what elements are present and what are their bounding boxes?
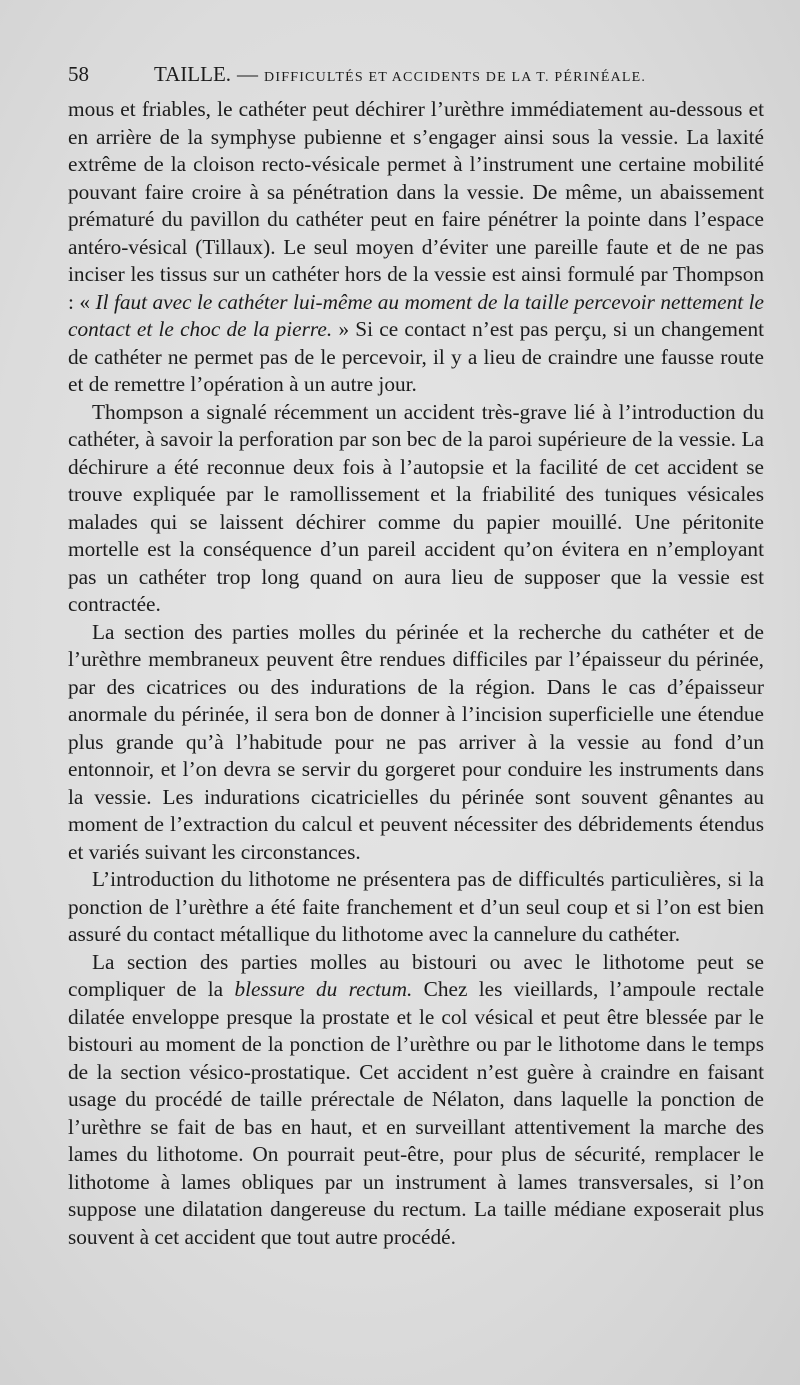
page-body: [68, 96, 764, 1251]
paragraph-2: Thompson a signalé récemment un accident très-grave lié à l’introduction du cathéter, à savoir la perforation par son bec de la paroi supérieure de la vessie. La déchirure a été reconnue deux fois à l’autopsie et la facilité de cet accident se trouve expliquée par le ramollissement et la friabilité des tuniques vésicales malades qui se laissent déchirer comme du papier mouillé. Une péritonite mortelle est la conséquence d’un pareil accident qu’on évitera en n’employant pas un cathéter trop long quand on aura lieu de supposer que la vessie est contractée.: [68, 399, 764, 616]
paragraph-5: [68, 949, 764, 1252]
paragraph-5-text-b: Chez les vieillards, l’ampoule rectale dilatée enveloppe presque la prostate et le col vésical et peut être blessée par le bistouri au moment de la ponction de l’urèthre ou par le lithotome dans le temps de la section vésico-prostatique. Cet accident n’est guère à craindre en faisant usage du procédé de taille prérectale de Nélaton, dans laquelle la ponction de l’urèthre se fait de bas en haut, et en surveillant attentivement la marche des lames du lithotome. On pourrait peut-être, pour plus de sécurité, remplacer le lithotome à lames obliques par un instrument à lames transversales, si l’on suppose une dilatation dangereuse du rectum. La taille médiane exposerait plus souvent à cet accident que tout autre procédé.: [68, 977, 765, 1249]
paragraph-5-emphasis: blessure du rectum.: [234, 977, 413, 1001]
running-header: [68, 60, 768, 92]
paragraph-1: [68, 96, 764, 399]
page-number: 58: [68, 62, 89, 86]
paragraph-3: La section des parties molles du périnée et la recherche du cathéter et de l’urèthre membraneux peuvent être rendues difficiles par l’épaisseur du périnée, par des cicatrices ou des indurations de la région. Dans le cas d’épaisseur anormale du périnée, il sera bon de donner à l’incision superficielle une étendue plus grande qu’à l’habitude pour ne pas arriver à la vessie au fond d’un entonnoir, et l’on devra se servir du gorgeret pour conduire les instruments dans la vessie. Les indurations cicatricielles du périnée sont souvent gênantes au moment de l’extraction du calcul et peuvent nécessiter des débridements étendus et variés suivant les circonstances.: [68, 619, 764, 864]
header-subtitle: DIFFICULTÉS ET ACCIDENTS DE LA T. PÉRINÉALE.: [264, 70, 647, 85]
paragraph-1-text-a: mous et friables, le cathéter peut déchirer l’urèthre immédiatement au-dessous et en arrière de la symphyse pubienne et s’engager ainsi sous la vessie. La laxité extrême de la cloison recto-vésicale permet à l’instrument une certaine mobilité pouvant faire croire à sa pénétration dans la vessie. De même, un abaissement prématuré du pavillon du cathéter peut en faire pénétrer la pointe dans l’espace antéro-vésical (Tillaux). Le seul moyen d’éviter une pareille faute et de ne pas inciser les tissus sur un cathéter hors de la vessie est ainsi formulé par Thompson : «: [68, 97, 764, 314]
header-separator: —: [237, 62, 259, 86]
paragraph-1-text-b: » Si ce contact n’est pas perçu, si un changement de cathéter ne permet pas de le percevoir, il y a lieu de craindre une fausse route et de remettre l’opération à un autre jour.: [68, 317, 765, 396]
paragraph-5-text-a: La section des parties molles au bistouri ou avec le lithotome peut se compliquer de la: [68, 949, 764, 1001]
paragraph-1-quote: Il faut avec le cathéter lui-même au moment de la taille percevoir nettement le contact et le choc de la pierre.: [68, 289, 765, 341]
paragraph-4: L’introduction du lithotome ne présentera pas de difficultés particulières, si la ponction de l’urèthre a été faite franchement et d’un seul coup et si l’on est bien assuré du contact métallique du lithotome avec la cannelure du cathéter.: [68, 867, 764, 946]
header-title: TAILLE.: [154, 62, 232, 86]
